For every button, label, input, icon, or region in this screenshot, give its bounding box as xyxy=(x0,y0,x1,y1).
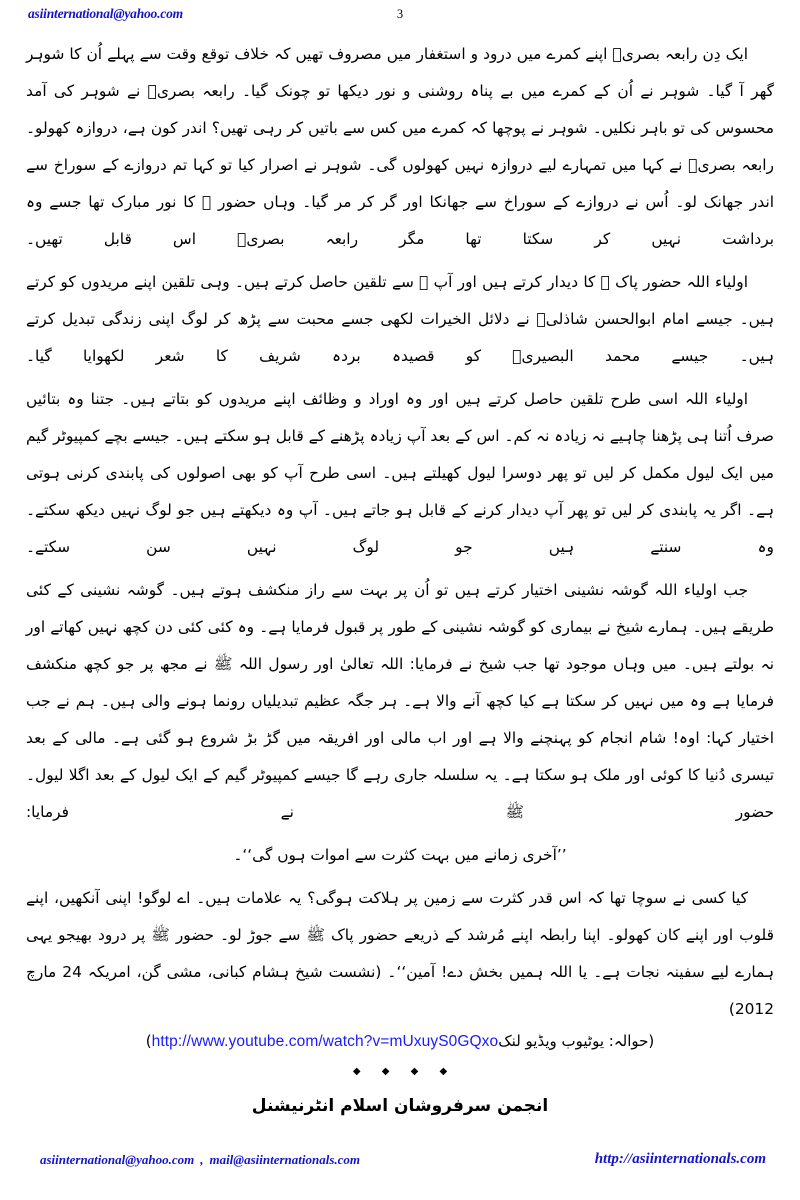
reference-suffix: ) xyxy=(145,1032,152,1050)
document-body xyxy=(26,36,774,1034)
page-footer xyxy=(0,1152,800,1178)
body-paragraph: ایک دِن رابعہ بصریؒ اپنے کمرے میں درود و استغفار میں مصروف تھیں کہ خلاف توقع وقت سے پہلے اُن کا شوہر گھر آ گیا۔ شوہر نے اُن کے کمرے میں بے پناہ روشنی و نور دیکھا تو چونک گیا۔ رابعہ بصریؒ نے شوہر کی آمد محسوس کی تو باہر نکلیں۔ شوہر نے پوچھا کہ کمرے میں کس سے باتیں کر رہی تھیں؟ اندر کون ہے، دروازہ کھولو۔ رابعہ بصریؒ نے کہا میں تمہارے لیے دروازہ نہیں کھولوں گی۔ شوہر نے اصرار کیا تو کہا تم دروازے کے سوراخ سے اندر جھانک لو۔ اُس نے دروازے کے سوراخ سے جھانکا اور گر کر مر گیا۔ وہاں حضور ﷺ کا نور مبارک تھا جسے وہ برداشت نہیں کر سکتا تھا مگر رابعہ بصریؒ اس قابل تھیں۔ xyxy=(26,45,774,248)
body-paragraph: اولیاء اللہ اسی طرح تلقین حاصل کرتے ہیں اور وہ اوراد و وظائف اپنے مریدوں کو بتاتے ہیں۔ جتنا وہ بتائیں صرف اُتنا ہی پڑھنا چاہیے نہ زیادہ نہ کم۔ اس کے بعد آپ زیادہ پڑھنے کے قابل ہو سکتے ہیں۔ جیسے بچے کمپیوٹر گیم میں ایک لیول مکمل کر لیں تو پھر دوسرا لیول کھیلتے ہیں۔ اسی طرح آپ کو بھی اصولوں کی پابندی کرنی ہوتی ہے۔ اگر یہ پابندی کر لیں تو پھر آپ دیدار کرنے کے قابل ہو جاتے ہیں۔ آپ وہ دیکھتے ہیں جو لوگ نہیں دیکھ سکتے۔ وہ سنتے ہیں جو لوگ نہیں سن سکتے۔ xyxy=(26,390,774,556)
reference-line xyxy=(0,1032,800,1051)
body-paragraph: جب اولیاء اللہ گوشہ نشینی اختیار کرتے ہیں تو اُن پر بہت سے راز منکشف ہوتے ہیں۔ گوشہ نشینی کے کئی طریقے ہیں۔ ہمارے شیخ نے بیماری کو گوشہ نشینی کے طور پر قبول فرمایا ہے۔ وہ کئی کئی دن کچھ نہیں کھاتے اور نہ بولتے ہیں۔ میں وہاں موجود تھا جب شیخ نے فرمایا: اللہ تعالیٰ اور رسول اللہ ﷺ نے مجھ پر جو کچھ منکشف فرمایا ہے وہ میں نہیں کر سکتا ہے کیا کچھ آنے والا ہے۔ ہر جگہ عظیم تبدیلیاں رونما ہونے والی ہیں۔ ہم نے جب اختیار کہا: اوہ! شام انجام کو پہنچنے والا ہے اور اب مالی اور افریقہ میں گڑ بڑ شروع ہو گئی ہے۔ مالی کے بعد تیسری دُنیا کا کوئی اور ملک ہو سکتا ہے۔ یہ سلسلہ جاری رہے گا جیسے کمپیوٹر گیم کے ایک لیول کے بعد اگلا لیول۔ حضور ﷺ نے فرمایا: xyxy=(26,581,774,821)
header-email-address: asiinternational@yahoo.com xyxy=(28,6,183,21)
body-paragraph-with-citation: کیا کسی نے سوچا تھا کہ اس قدر کثرت سے زمین پر ہلاکت ہوگی؟ یہ علامات ہیں۔ اے لوگو! اپنی آنکھیں، اپنے قلوب اور اپنے کان کھولو۔ اپنا رابطہ اپنے مُرشد کے ذریعے حضور پاک ﷺ سے جوڑ لو۔ حضور ﷺ پر درود بھیجو یہی ہمارے لیے سفینہ نجات ہے۔ یا اللہ ہمیں بخش دے! آمین‘‘۔ (نشست شیخ ہشام کبانی، مشی گن، امریکہ 24 مارچ 2012) xyxy=(26,889,774,1018)
footer-email-group xyxy=(40,1152,360,1168)
body-paragraph: اولیاء اللہ حضور پاک ﷺ کا دیدار کرتے ہیں اور آپ ﷺ سے تلقین حاصل کرتے ہیں۔ وہی تلقین اپنے مریدوں کو کرتے ہیں۔ جیسے امام ابوالحسن شاذلیؒ نے دلائل الخیرات لکھی جسے محبت سے پڑھ کر لوگ اپنی زندگی تبدیل کرتے ہیں۔ جیسے محمد البصیریؒ کو قصیدہ بردہ شریف کا شعر لکھوایا گیا۔ xyxy=(26,273,774,365)
hadith-quotation: ’’آخری زمانے میں بہت کثرت سے اموات ہوں گی‘‘۔ xyxy=(233,846,567,864)
reference-prefix-label: (حوالہ: یوٹیوب ویڈیو لنک xyxy=(498,1032,655,1050)
youtube-video-link[interactable]: http://www.youtube.com/watch?v=mUxuyS0GQxo xyxy=(151,1033,499,1050)
footer-website-link[interactable]: http://asiinternationals.com xyxy=(594,1151,766,1167)
footer-email-separator: , xyxy=(200,1152,204,1167)
organization-name: انجمن سرفروشان اسلام انٹرنیشنل xyxy=(251,1096,549,1116)
footer-email-primary: asiinternational@yahoo.com xyxy=(40,1152,195,1167)
diamond-separator: ◆ ◆ ◆ ◆ xyxy=(352,1066,457,1077)
page-number: 3 xyxy=(396,7,404,21)
page-header xyxy=(0,6,800,32)
footer-email-secondary: mail@asiinternationals.com xyxy=(209,1152,361,1167)
